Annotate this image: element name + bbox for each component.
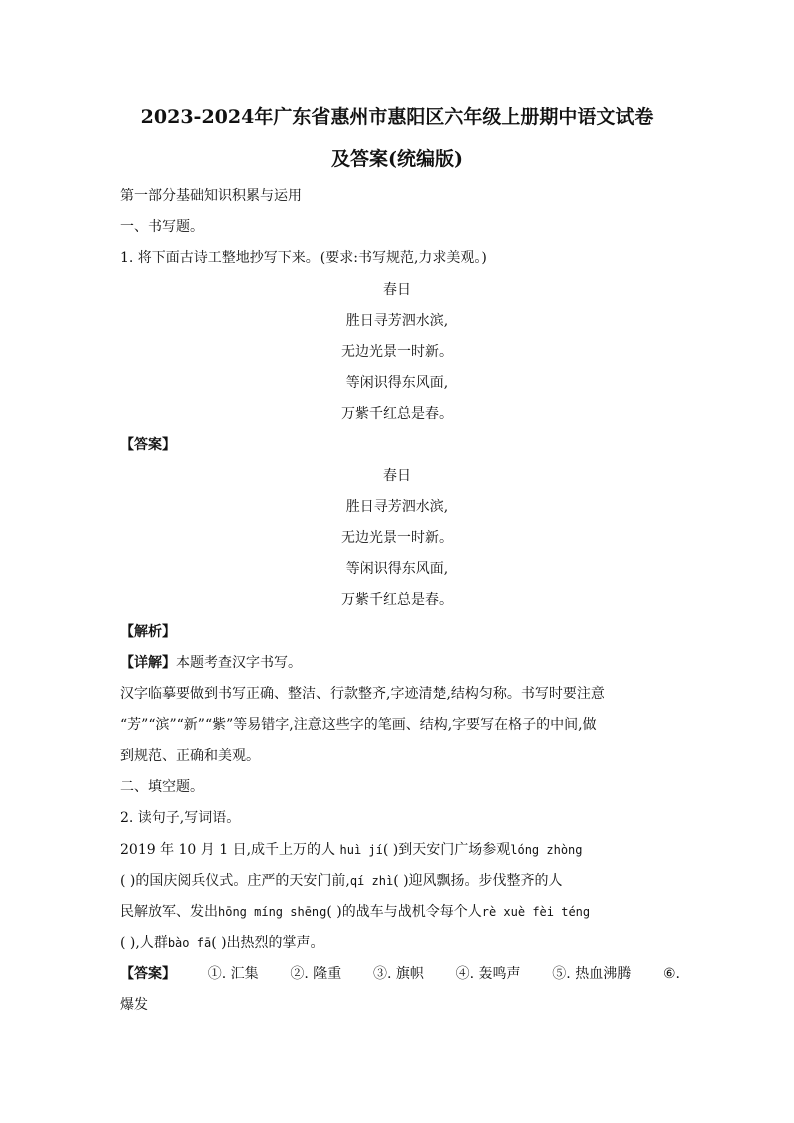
detail-line — [120, 656, 680, 670]
question-1: 1. 将下面古诗工整地抄写下来。(要求:书写规范,力求美观。) — [120, 250, 487, 266]
answer-item: ⑤. 热血沸腾 — [552, 966, 632, 982]
text-segment: 民解放军、发出 — [120, 904, 218, 920]
answer-poem-line: 胜日寻芳泗水滨, — [345, 499, 449, 515]
document-title-line2: 及答案(统编版) — [331, 148, 463, 170]
answer-label: 【答案】 — [120, 966, 176, 982]
answer-poem-line: 万紫千红总是春。 — [341, 592, 453, 608]
text-segment: ( ),人群 — [120, 935, 168, 951]
text-segment: ( )迎风飘扬。步伐整齐的人 — [393, 873, 563, 889]
detail-label: 【详解】 — [120, 655, 176, 671]
answer-poem-line: 等闲识得东风面, — [345, 561, 449, 577]
answer-poem-title: 春日 — [383, 468, 411, 484]
answer-poem-line: 无边光景一时新。 — [341, 530, 453, 546]
question-2-text-line — [120, 874, 680, 888]
document-title-line1: 2023-2024年广东省惠州市惠阳区六年级上册期中语文试卷 — [140, 106, 654, 128]
answer-item: ③. 旗帜 — [373, 966, 424, 982]
answer-item: ⑥. — [662, 966, 680, 982]
question-2-answers — [120, 967, 680, 981]
pinyin: bào fā — [167, 936, 212, 950]
pinyin: hōng míng shēng — [218, 905, 327, 919]
detail-text: 本题考查汉字书写。 — [176, 655, 302, 671]
question-2: 2. 读句子,写词语。 — [120, 810, 241, 826]
pinyin: qí zhì — [349, 874, 394, 888]
question-2-text-line — [120, 843, 680, 857]
explanation-line: 汉字临摹要做到书写正确、整洁、行款整齐,字迹清楚,结构匀称。书写时要注意 — [120, 686, 605, 702]
poem-line: 万紫千红总是春。 — [341, 406, 453, 422]
pinyin: huì jí — [339, 843, 383, 857]
section-heading-writing: 一、书写题。 — [120, 219, 204, 235]
answer-label: 【答案】 — [120, 437, 176, 453]
analysis-label: 【解析】 — [120, 624, 176, 640]
text-segment: ( )的国庆阅兵仪式。庄严的天安门前, — [120, 873, 350, 889]
text-segment: ( )到天安门广场参观 — [382, 842, 511, 858]
text-segment: 2019 年 10 月 1 日,成千上万的人 — [120, 842, 336, 858]
answer-item: ①. 汇集 — [207, 966, 259, 982]
explanation-line: “芳”“滨”“新”“紫”等易错字,注意这些字的笔画、结构,字要写在格子的中间,做 — [120, 717, 597, 733]
answer-item: ④. 轰鸣声 — [455, 966, 521, 982]
explanation-line: 到规范、正确和美观。 — [120, 748, 260, 764]
question-2-answer-wrap: 爆发 — [120, 997, 148, 1013]
poem-line: 等闲识得东风面, — [345, 375, 449, 391]
question-2-text-line — [120, 905, 680, 919]
pinyin: rè xuè fèi téng — [481, 905, 591, 919]
poem-line: 无边光景一时新。 — [341, 344, 453, 360]
part-heading: 第一部分基础知识积累与运用 — [120, 188, 302, 204]
text-segment: ( )的战车与战机令每个人 — [326, 904, 482, 920]
poem-line: 胜日寻芳泗水滨, — [345, 313, 449, 329]
section-heading-fill: 二、填空题。 — [120, 779, 204, 795]
poem-title: 春日 — [383, 282, 411, 298]
text-segment: ( )出热烈的掌声。 — [211, 935, 325, 951]
question-2-text-line — [120, 936, 680, 950]
pinyin: lóng zhòng — [510, 843, 583, 857]
answer-item: ②. 隆重 — [290, 966, 342, 982]
